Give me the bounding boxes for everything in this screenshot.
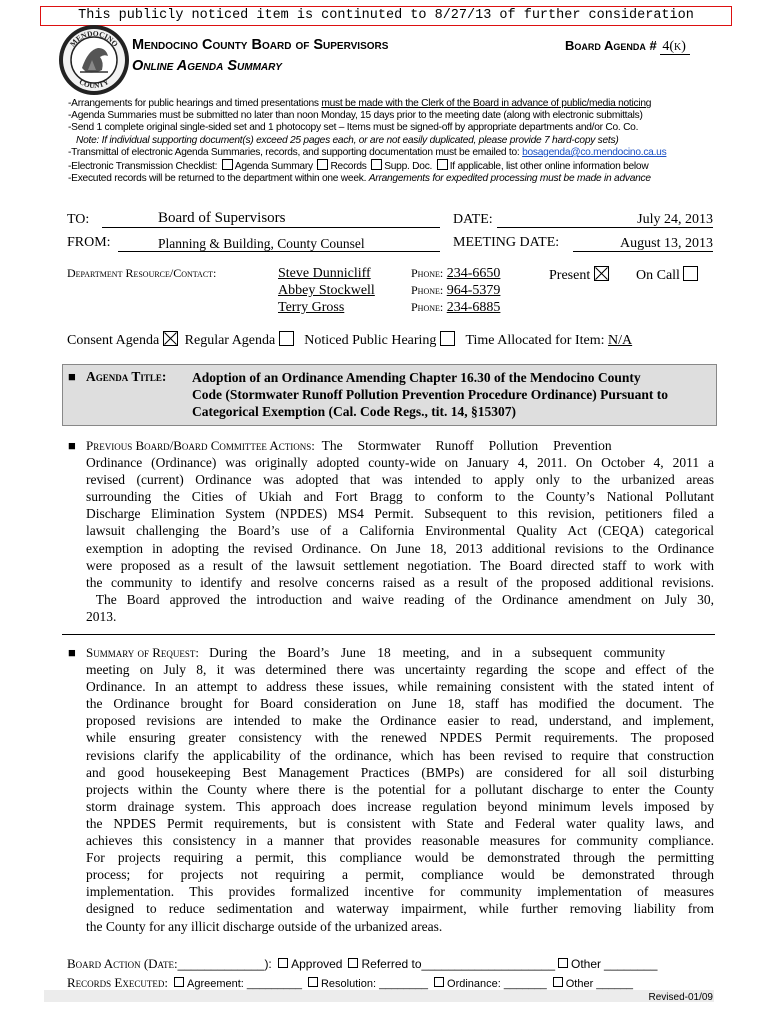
instruction-line: -Send 1 complete original single-sided set and 1 photocopy set – Items must be signed-off by appropriate departments and/or Co. Co. — [68, 122, 639, 134]
contact-phone: Phone: 234-6650 — [411, 266, 501, 281]
meeting-date-underline — [573, 251, 713, 252]
summary-label: Summary of Request: — [86, 645, 200, 660]
email-link[interactable]: bosagenda@co.mendocino.ca.us — [522, 146, 667, 158]
seal-bottom-text: COUNTY — [77, 77, 111, 91]
present-option: Present — [549, 266, 609, 284]
records-executed-row: Records Executed: Agreement: _________ Resolution: ________ Ordinance: _______ Other ______ — [67, 975, 633, 990]
instruction-line: -Transmittal of electronic Agenda Summaries, records, and supporting documentation must be emailed to: bosagenda@co.mendocino.ca.us — [68, 146, 667, 158]
other-record-checkbox[interactable] — [553, 977, 563, 987]
meeting-date-label: MEETING DATE: — [453, 235, 560, 250]
meeting-date-value: August 13, 2013 — [620, 236, 713, 251]
agenda-number-label: Board Agenda # — [565, 38, 657, 53]
agenda-title-text: Adoption of an Ordinance Amending Chapter 16.30 of the Mendocino County Code (Stormwater Runoff Pollution Prevention Procedure Ordinance) Pursuant to Categorical Exemption (Cal. Code Regs., tit. 14, §15307) — [192, 370, 668, 419]
previous-actions-label: Previous Board/Board Committee Actions: — [86, 438, 315, 453]
instruction-note: Note: If individual supporting document(s) exceed 25 pages each, or are not easily duplicated, please provide 7 hard-copy sets) — [76, 134, 619, 146]
other-action-checkbox[interactable] — [558, 958, 568, 968]
instruction-line: -Executed records will be returned to the department within one week. Arrangements for expedited processing must be made in advance — [68, 173, 651, 185]
noticed-hearing-checkbox[interactable] — [440, 331, 455, 346]
bullet-icon: ■ — [68, 438, 76, 453]
other-record-field[interactable]: ______ — [596, 978, 633, 990]
on-call-checkbox[interactable] — [683, 266, 698, 281]
checkbox-records[interactable] — [317, 159, 328, 170]
header-subtitle: Online Agenda Summary — [132, 58, 282, 74]
agenda-type-row: Consent Agenda Regular Agenda Noticed Public Hearing Time Allocated for Item: N/A — [67, 333, 633, 348]
checkbox-supp-doc[interactable] — [371, 159, 382, 170]
summary-section: Summary of Request: During the Board’s June 18 meeting, and in a subsequent community meeting on July 8, it was determined there was uncertainty regarding the scope and effect of the Ordinance. In an attempt to address these issues, while remaining consistent with the stated intent of the Ordinance brought for Board consideration on June 18, staff has modified the document. The proposed revisions are intended to make the Ordinance easier to read, understand, and implement, while ensuring greater consistency with the renewed NPDES Permit requirements. The proposed revisions clarify the applicability of the ordinance, which has been revised to require that construction and good housekeeping Best Management Practices (BMPs) are considered for all soil disturbing projects within the County where there is the potential for a pollutant discharge to enter the County storm drainage system. This approach does increase regulation beyond minimum levels imposed by the NPDES Permit requirements, but is consistent with State and Federal water quality laws, and achieves this consistency in a manner that provides reasonable measures for community compliance. For projects requiring a permit, this compliance would be demonstrated through the permitting process; for projects not requiring a permit, compliance would be demonstrated through implementation. This provides formalized incentive for community implementation of measures designed to reduce sedimentation and waterway impairment, while further removing liability from the County for any illicit discharge outside of the urbanized areas. — [86, 645, 714, 934]
other-action-field[interactable]: ________ — [604, 957, 658, 971]
revision-label: Revised-01/09 — [648, 992, 713, 1003]
regular-agenda-checkbox[interactable] — [279, 331, 294, 346]
contact-name: Terry Gross — [278, 300, 345, 315]
seal-top-text: MENDOCINO — [68, 28, 120, 49]
agenda-number-value: 4(k) — [660, 39, 690, 55]
to-label: TO: — [67, 212, 90, 227]
header-title: Mendocino County Board of Supervisors — [132, 37, 389, 53]
agenda-title-label: Agenda Title: — [86, 369, 167, 384]
previous-actions-section: Previous Board/Board Committee Actions: The Stormwater Runoff Pollution Prevention Ordinance (Ordinance) was originally adopted county-wide on January 4, 2011. On October 4, 2011 a revised (current) Ordinance was adopted that was intended to apply only to the urbanized areas surrounding the Cities of Ukiah and Fort Bragg to conform to the County’s National Pollutant Discharge Elimination System (NPDES) MS4 Permit. Subsequent to this revision, petitioners filed a lawsuit challenging the Board’s use of a California Environmental Quality Act (CEQA) categorical exemption in adopting the revised Ordinance. On June 18, 2013 additional revisions to the Ordinance were proposed as a result of the lawsuit settlement negotiation. The Board directed staff to work with the community to identify and resolve concerns raised as a result of the proposed additional revisions. The Board approved the introduction and waive reading of the Ordinance amendment on July 30, 2013. — [86, 438, 714, 624]
board-action-row: Board Action (Date:_____________): Approved Referred to____________________ Other ________ — [67, 956, 658, 971]
checkbox-other-online[interactable] — [437, 159, 448, 170]
instruction-line: -Electronic Transmission Checklist: Agenda Summary Records Supp. Doc. If applicable, list other online information below — [68, 161, 649, 173]
consent-agenda-checkbox[interactable] — [163, 331, 178, 346]
ordinance-field[interactable]: _______ — [503, 978, 547, 990]
section-divider — [62, 634, 715, 635]
contact-phone: Phone: 964-5379 — [411, 283, 501, 298]
present-checkbox[interactable] — [594, 266, 609, 281]
agreement-field[interactable]: _________ — [246, 978, 302, 990]
approved-checkbox[interactable] — [278, 958, 288, 968]
agreement-checkbox[interactable] — [174, 977, 184, 987]
date-label: DATE: — [453, 212, 493, 227]
contact-name: Steve Dunnicliff — [278, 266, 371, 281]
continuation-notice: This publicly noticed item is continuted to 8/27/13 of further consideration — [40, 6, 732, 26]
time-allocated-value: N/A — [608, 333, 633, 348]
bullet-icon: ■ — [68, 369, 76, 384]
board-agenda-number — [565, 38, 690, 55]
resolution-field[interactable]: ________ — [379, 978, 429, 990]
to-underline — [102, 227, 440, 228]
to-value: Board of Supervisors — [158, 210, 286, 226]
instruction-line: -Arrangements for public hearings and timed presentations must be made with the Clerk of the Board in advance of public/media noticing — [68, 98, 652, 109]
from-label: FROM: — [67, 235, 111, 250]
bullet-icon: ■ — [68, 645, 76, 660]
resolution-checkbox[interactable] — [308, 977, 318, 987]
date-underline — [497, 227, 713, 228]
date-value: July 24, 2013 — [637, 212, 713, 227]
referred-to-field[interactable]: ____________________ — [421, 957, 555, 971]
submission-instructions — [68, 98, 728, 185]
from-underline — [118, 251, 440, 252]
contact-phone: Phone: 234-6885 — [411, 300, 501, 315]
ordinance-checkbox[interactable] — [434, 977, 444, 987]
board-action-date-field[interactable]: _____________ — [177, 957, 265, 971]
on-call-option: On Call — [636, 266, 698, 284]
contact-name: Abbey Stockwell — [278, 283, 375, 298]
instruction-line: -Agenda Summaries must be submitted no later than noon Monday, 15 days prior to the meeting date (along with electronic submittals) — [68, 110, 643, 122]
referred-checkbox[interactable] — [348, 958, 358, 968]
from-value: Planning & Building, County Counsel — [158, 236, 365, 251]
county-seal-logo — [58, 24, 130, 96]
department-contact-label: Department Resource/Contact: — [67, 266, 217, 280]
checkbox-agenda-summary[interactable] — [222, 159, 233, 170]
